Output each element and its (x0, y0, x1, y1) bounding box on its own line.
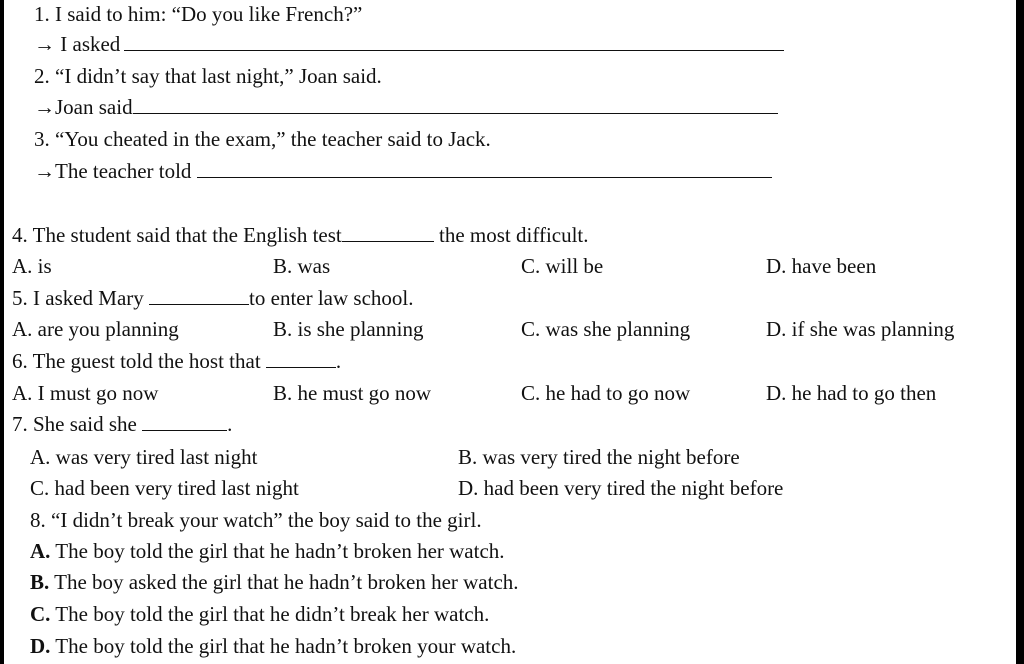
q4-stem: 4. The student said that the English test (12, 223, 342, 247)
answer-line-2 (34, 94, 778, 120)
q6-stem: 6. The guest told the host that (12, 349, 261, 373)
q8-option-d-text: The boy told the girl that he hadn’t broken your watch. (55, 634, 517, 658)
q5-option-c: C. was she planning (521, 317, 691, 341)
q8-option-b (30, 569, 519, 595)
q8-option-b-text: The boy asked the girl that he hadn’t broken her watch. (54, 570, 519, 594)
q8-option-a-text: The boy told the girl that he hadn’t broken her watch. (55, 539, 505, 563)
q5-stem: 5. I asked Mary (12, 286, 144, 310)
q8-option-d (30, 633, 516, 659)
question-2: 2. “I didn’t say that last night,” Joan said. (34, 64, 382, 88)
q4-option-c: C. will be (521, 254, 604, 278)
worksheet (4, 0, 1016, 664)
q5-option-a: A. are you planning (12, 317, 179, 341)
question-3: 3. “You cheated in the exam,” the teacher said to Jack. (34, 127, 491, 151)
q4-option-b: B. was (273, 254, 331, 278)
answer-blank-3 (197, 159, 772, 178)
q6-option-a: A. I must go now (12, 381, 159, 405)
q7-option-d: D. had been very tired the night before (458, 476, 784, 500)
q8-option-d-letter: D. (30, 634, 51, 658)
q4-tail: the most difficult. (439, 223, 589, 247)
answer-line-1 (34, 31, 784, 57)
q4-option-a: A. is (12, 254, 52, 278)
answer-prefix-2: →Joan said (34, 95, 133, 119)
q7-stem: 7. She said she (12, 412, 137, 436)
question-7 (12, 411, 232, 437)
question-8: 8. “I didn’t break your watch” the boy said to the girl. (30, 508, 482, 532)
question-6 (12, 348, 341, 374)
q6-tail: . (335, 349, 342, 373)
q6-option-b: B. he must go now (273, 381, 432, 405)
answer-prefix-3: →The teacher told (34, 159, 192, 183)
q7-tail: . (227, 412, 233, 436)
q7-blank (142, 412, 227, 431)
q6-option-c: C. he had to go now (521, 381, 691, 405)
q5-option-b: B. is she planning (273, 317, 424, 341)
answer-blank-1 (124, 32, 784, 51)
q4-blank (342, 223, 434, 242)
q7-option-b: B. was very tired the night before (458, 445, 740, 469)
q8-option-b-letter: B. (30, 570, 50, 594)
q5-tail: to enter law school. (249, 286, 414, 310)
q7-option-a: A. was very tired last night (30, 445, 258, 469)
q8-option-c-letter: C. (30, 602, 51, 626)
q6-option-d: D. he had to go then (766, 381, 937, 405)
q8-option-c (30, 601, 489, 627)
answer-prefix-1: → I asked (34, 32, 121, 56)
answer-line-3 (34, 158, 772, 184)
q5-blank (149, 286, 249, 305)
q5-option-d: D. if she was planning (766, 317, 955, 341)
question-1: 1. I said to him: “Do you like French?” (34, 2, 363, 26)
question-5 (12, 285, 414, 311)
q6-blank (266, 349, 336, 368)
question-4 (12, 222, 589, 248)
answer-blank-2 (133, 95, 778, 114)
q8-option-a (30, 538, 505, 564)
q8-option-c-text: The boy told the girl that he didn’t break her watch. (55, 602, 490, 626)
q4-option-d: D. have been (766, 254, 877, 278)
q8-option-a-letter: A. (30, 539, 51, 563)
q7-option-c: C. had been very tired last night (30, 476, 299, 500)
